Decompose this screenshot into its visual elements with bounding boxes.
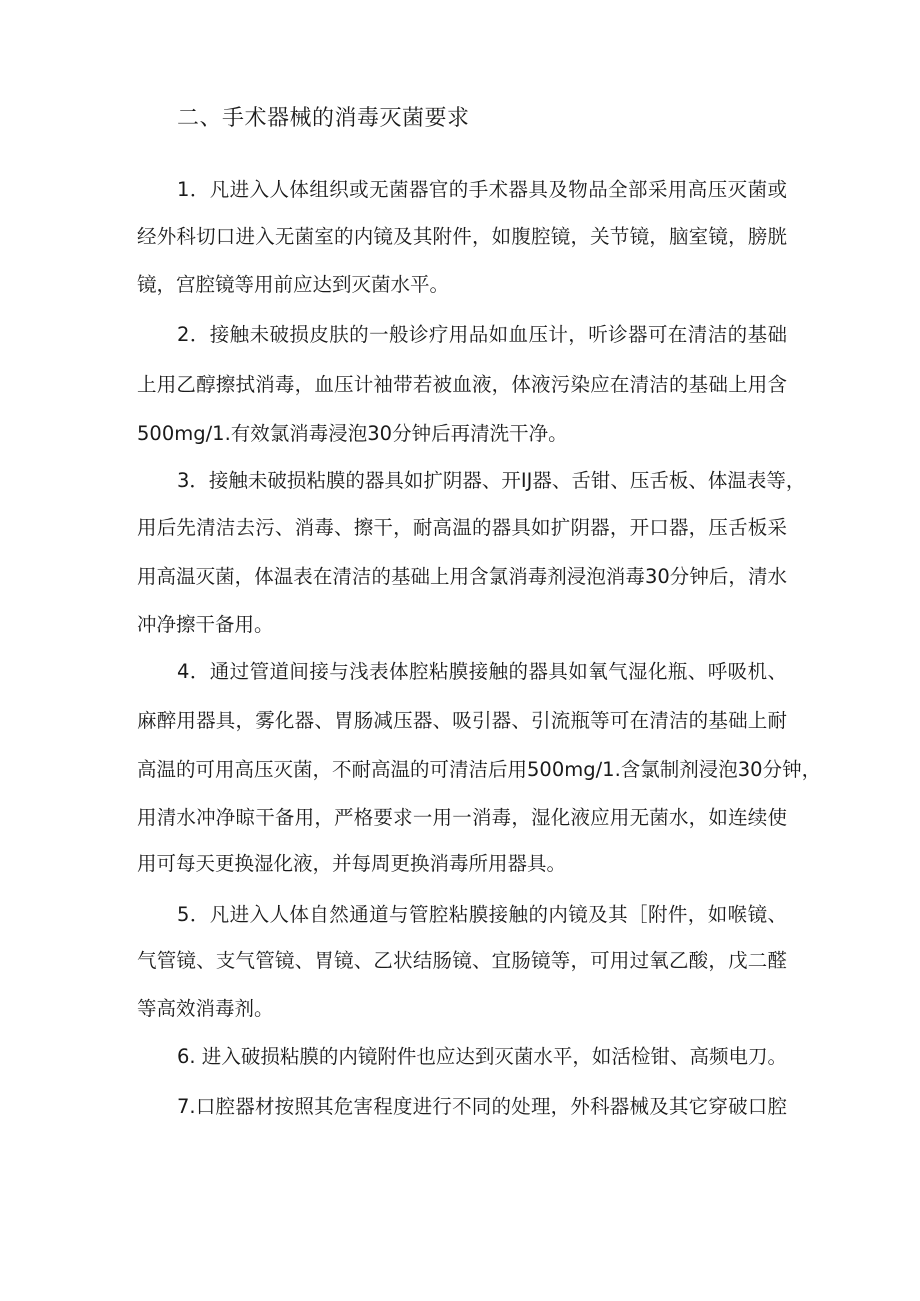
paragraph-5-line-2: 气管镜、支气管镜、胃镜、乙状结肠镜、宜肠镜等，可用过氧乙酸，戊二醛 <box>137 949 787 972</box>
paragraph-1-line-3: 镜，宫腔镜等用前应达到灭菌水平。 <box>137 273 450 296</box>
paragraph-4-line-3: 高温的可用高压灭菌，不耐高温的可清洁后用500mg∕1.含氯制剂浸泡30分钟， <box>137 758 822 781</box>
paragraph-7-line-1: 7.口腔器材按照其危害程度进行不同的处理，外科器械及其它穿破口腔 <box>177 1095 787 1118</box>
paragraph-5-line-3: 等高效消毒剂。 <box>137 997 274 1020</box>
paragraph-2-line-2: 上用乙醇擦拭消毒，血压计袖带若被血液，体液污染应在清洁的基础上用含 <box>137 373 787 396</box>
paragraph-1-line-2: 经外科切口进入无菌室的内镜及其附件，如腹腔镜，关节镜，脑室镜，膀胱 <box>137 225 787 248</box>
paragraph-3-line-1: 3．接触未破损粘膜的器具如扩阴器、开IJ器、舌钳、压舌板、体温表等， <box>177 469 806 492</box>
paragraph-4-line-4: 用清水冲净晾干备用，严格要求一用一消毒，湿化液应用无菌水，如连续使 <box>137 806 787 829</box>
paragraph-5-line-1: 5．凡进入人体自然通道与管腔粘膜接触的内镜及其［附件，如喉镜、 <box>177 903 787 926</box>
paragraph-4-line-1: 4．通过管道间接与浅表体腔粘膜接触的器具如氧气湿化瓶、呼吸机、 <box>177 660 787 683</box>
paragraph-4-line-5: 用可每天更换湿化液，并每周更换消毒所用器具。 <box>137 852 567 875</box>
section-heading: 二、手术器械的消毒灭菌要求 <box>177 106 470 131</box>
paragraph-3-line-2: 用后先清洁去污、消毒、擦干，耐高温的器具如扩阴器，开口器，压舌板采 <box>137 516 787 539</box>
paragraph-3-line-3: 用高温灭菌，体温表在清洁的基础上用含氯消毒剂浸泡消毒30分钟后，清水 <box>137 565 787 588</box>
paragraph-2-line-1: 2．接触未破损皮肤的一般诊疗用品如血压计，听诊器可在清洁的基础 <box>177 323 787 346</box>
paragraph-4-line-2: 麻醉用器具，雾化器、胃肠减压器、吸引器、引流瓶等可在清洁的基础上耐 <box>137 709 787 732</box>
paragraph-1-line-1: 1．凡进入人体组织或无菌器官的手术器具及物品全部采用高压灭菌或 <box>177 178 787 201</box>
paragraph-2-line-3: 500mg∕1.有效氯消毒浸泡30分钟后再清洗干净。 <box>137 422 568 445</box>
paragraph-3-line-4: 冲净擦干备用。 <box>137 613 274 636</box>
paragraph-6-line-1: 6. 进入破损粘膜的内镜附件也应达到灭菌水平，如活检钳、高频电刀。 <box>177 1045 787 1068</box>
